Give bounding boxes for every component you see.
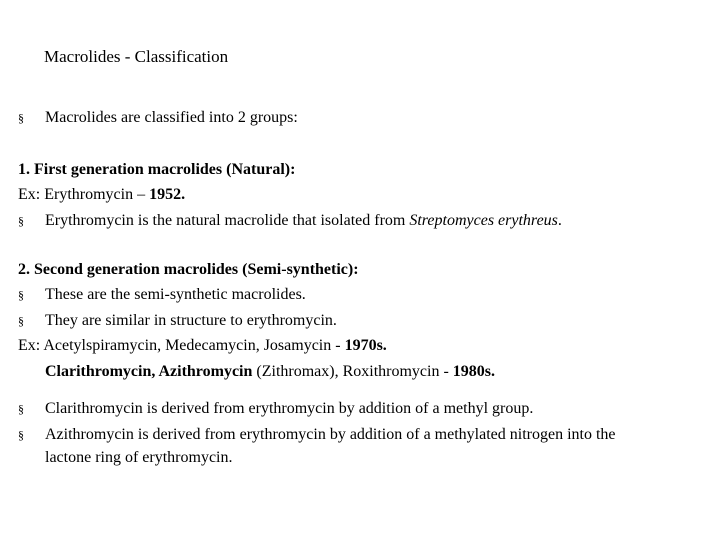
group2-example-2-text: (Zithromax), Roxithromycin -	[252, 363, 453, 380]
bullet-icon: §	[18, 402, 24, 416]
group1-bullet	[18, 210, 562, 232]
group2-heading-rest: (Semi-synthetic):	[238, 261, 359, 278]
group2-example	[18, 335, 387, 357]
group1-bullet-content	[18, 212, 562, 229]
note-2	[18, 424, 616, 446]
group2-bullet-2-text: They are similar in structure to erythromycin.	[45, 312, 337, 329]
bullet-icon: §	[18, 214, 24, 228]
group2-example-2	[18, 361, 495, 383]
group1-heading-bold: 1. First generation macrolides	[18, 161, 223, 178]
group1-example-label: Ex: Erythromycin –	[18, 186, 150, 203]
group2-example-2-bold: Clarithromycin, Azithromycin	[45, 363, 253, 380]
group1-bullet-organism: Streptomyces erythreus	[409, 212, 558, 229]
bullet-icon: §	[18, 428, 24, 442]
group2-example-2-year: 1980s.	[452, 363, 496, 380]
note-2-text-line2: lactone ring of erythromycin.	[45, 449, 233, 466]
group2-bullet-1	[18, 284, 306, 306]
group1-bullet-text: Erythromycin is the natural macrolide that isolated from	[45, 212, 410, 229]
group1-bullet-end: .	[557, 212, 562, 229]
group1-example-year: 1952.	[149, 186, 186, 203]
group2-heading	[18, 259, 359, 281]
intro-text: Macrolides are classified into 2 groups:	[45, 109, 298, 126]
group1-example	[18, 184, 185, 206]
group2-example-text: Ex: Acetylspiramycin, Medecamycin, Josamycin -	[18, 337, 345, 354]
group2-bullet-2	[18, 310, 337, 332]
note-1	[18, 398, 533, 420]
bullet-icon: §	[18, 314, 24, 328]
group2-example-year: 1970s.	[344, 337, 387, 354]
group1-heading-rest: (Natural):	[222, 161, 296, 178]
group2-heading-bold: 2. Second generation macrolides	[18, 261, 239, 278]
group2-example-2-content	[18, 363, 495, 380]
intro-line	[18, 107, 298, 129]
note-1-text: Clarithromycin is derived from erythromycin by addition of a methyl group.	[45, 400, 534, 417]
bullet-icon: §	[18, 111, 24, 125]
group2-bullet-1-text: These are the semi-synthetic macrolides.	[45, 286, 306, 303]
note-2-text-line1: Azithromycin is derived from erythromycin by addition of a methylated nitrogen into the	[45, 426, 616, 443]
bullet-icon: §	[18, 288, 24, 302]
note-2-continued	[18, 447, 233, 469]
group1-heading	[18, 159, 295, 181]
page-title: Macrolides - Classification	[44, 47, 229, 66]
